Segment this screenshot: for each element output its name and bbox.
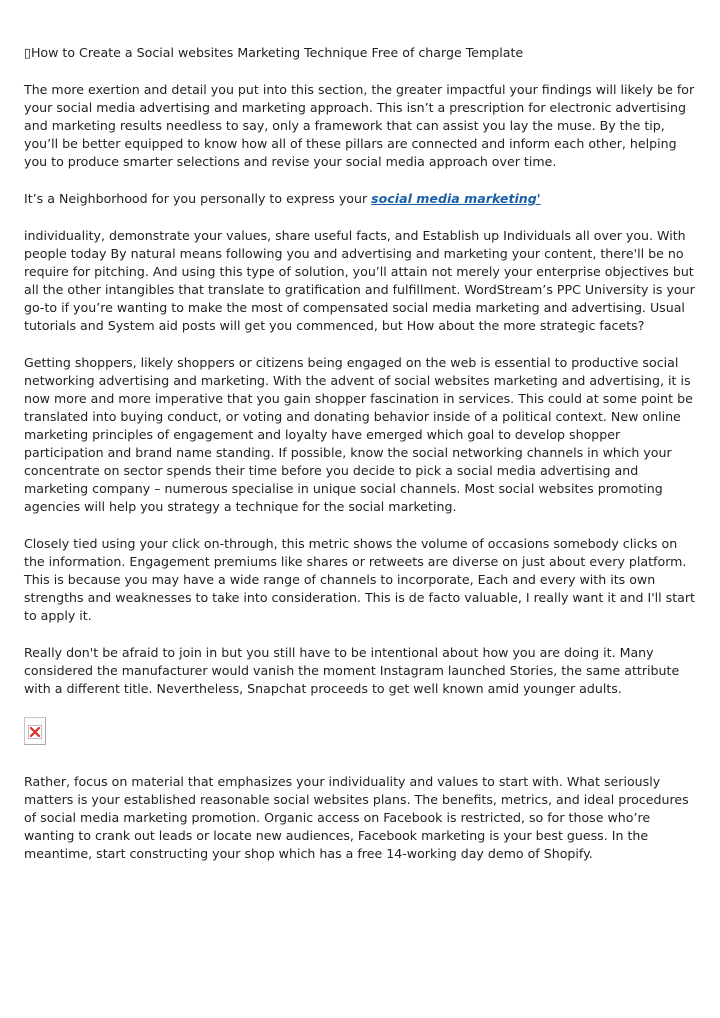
broken-image-x-icon	[28, 725, 42, 739]
broken-image-icon	[24, 717, 46, 745]
title-prefix-glyph: ▯	[24, 45, 31, 60]
paragraph-5: Really don't be afraid to join in but you still have to be intentional about how you are doing it. Many considered the manufacturer would vanish the moment Instagram launched Stories, the same attribute with a different title. Nevertheless, Snapchat proceeds to get well known amid younger adults.	[24, 645, 680, 696]
link-sentence-suffix: '	[536, 191, 541, 206]
paragraph-1: The more exertion and detail you put into this section, the greater impactful your findings will likely be for your social media advertising and marketing approach. This isn’t a prescription for electronic advertising and marketing results needless to say, only a framework that can assist you lay the muse. By the tip, you’ll be better equipped to know how all of these pillars are connected and inform each other, helping you to produce smarter selections and revise your social media approach over time.	[24, 82, 695, 169]
paragraph-6: Rather, focus on material that emphasizes your individuality and values to start with. What seriously matters is your established reasonable social websites plans. The benefits, metrics, and ideal procedures of social media marketing promotion. Organic access on Facebook is restricted, so for those who’re wanting to crank out leads or locate new audiences, Facebook marketing is your best guess. In the meantime, start constructing your shop which has a free 14-working day demo of Shopify.	[24, 774, 689, 861]
paragraph-4: Closely tied using your click on-through, this metric shows the volume of occasions somebody clicks on the information. Engagement premiums like shares or retweets are diverse on just about every platform. This is because you may have a wide range of channels to incorporate, Each and every with its own strengths and weaknesses to take into consideration. This is de facto valuable, I really want it and I'll start to apply it.	[24, 536, 695, 623]
document-title	[24, 44, 698, 62]
link-sentence	[24, 190, 698, 208]
paragraph-3: Getting shoppers, likely shoppers or citizens being engaged on the web is essential to productive social networking advertising and marketing. With the advent of social websites marketing and advertising, it is now more and more imperative that you gain shopper fascination in services. This could at some point be translated into buying conduct, or voting and donating behavior inside of a political context. New online marketing principles of engagement and loyalty have emerged which goal to develop shopper participation and brand name standing. If possible, know the social networking channels in which your concentrate on sector spends their time before you decide to pick a social media advertising and marketing company – numerous specialise in unique social channels. Most social websites promoting agencies will help you strategy a technique for the social marketing.	[24, 355, 693, 514]
social-media-marketing-link[interactable]: social media marketing	[371, 191, 537, 206]
link-sentence-prefix: It’s a Neighborhood for you personally to express your	[24, 191, 372, 206]
title-text: How to Create a Social websites Marketing Technique Free of charge Template	[30, 45, 524, 60]
paragraph-2: individuality, demonstrate your values, share useful facts, and Establish up Individuals all over you. With people today By natural means following you and advertising and marketing your content, there'll be no require for pitching. And using this type of solution, you’ll attain not merely your enterprise objectives but all the other intangibles that translate to gratification and fulfillment. WordStream’s PPC University is your go-to if you’re wanting to make the most of compensated social media marketing and advertising. Usual tutorials and System aid posts will get you commenced, but How about the more strategic facets?	[24, 228, 695, 333]
